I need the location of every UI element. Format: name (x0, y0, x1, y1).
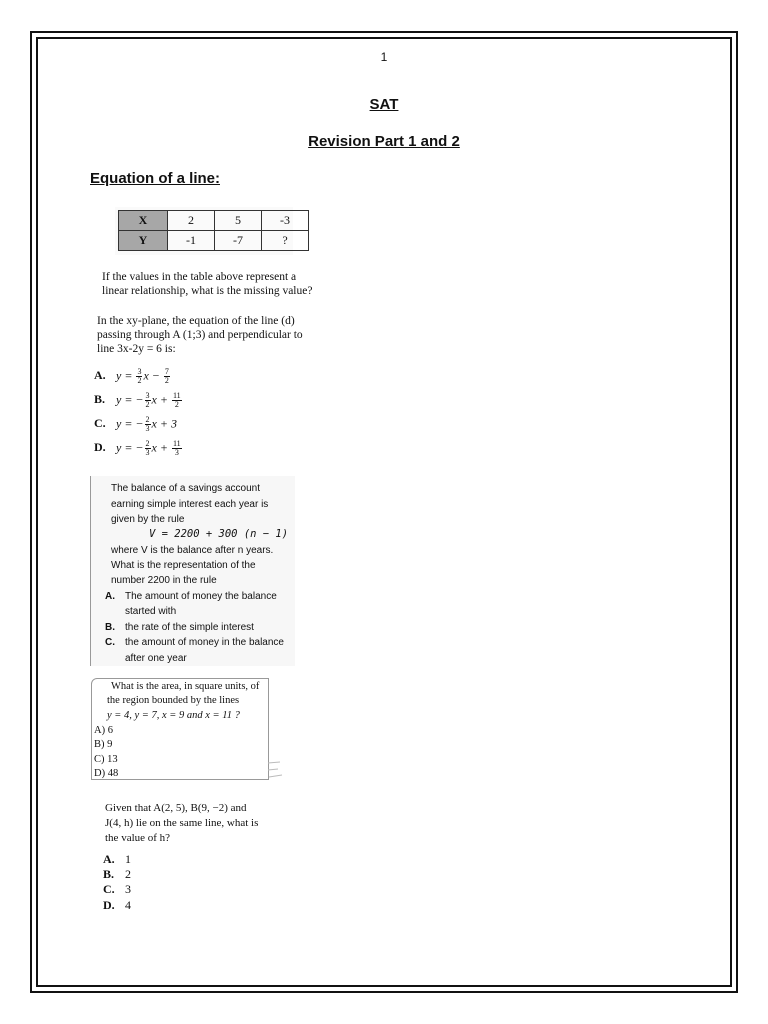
question-2-line: In the xy-plane, the equation of the line (d) (97, 315, 295, 327)
question-2-line: passing through A (1;3) and perpendicular to (97, 329, 303, 341)
question-5-line: the value of h? (105, 832, 171, 844)
table-cell: -1 (168, 231, 215, 251)
answer-option-a: A. y = $\frac{3}{2}$ x − $\frac{7}{2}$ (94, 367, 169, 385)
savings-formula: V = 2200 + 300 (n − 1) (149, 528, 289, 540)
answer-option-a: A. 1 (103, 852, 131, 866)
question-5-line: Given that A(2, 5), B(9, −2) and (105, 802, 247, 814)
table-row-y (119, 231, 309, 251)
table-header-x: X (119, 211, 168, 231)
answer-option-b: B. 2 (103, 867, 131, 881)
table-row-x (119, 211, 309, 231)
table-cell: ? (262, 231, 309, 251)
page-title: SAT (369, 96, 399, 113)
answer-option-c: C. the amount of money in the balance (105, 637, 284, 648)
question-3-line: number 2200 in the rule (111, 575, 217, 586)
answer-option-c: C. y = − $\frac{2}{3}$ x + 3 (94, 415, 177, 433)
answer-option-d: D) 48 (94, 768, 119, 779)
xy-values-table (118, 210, 309, 251)
question-5-line: J(4, h) lie on the same line, what is (105, 817, 259, 829)
table-header-y: Y (119, 231, 168, 251)
question-3-line: given by the rule (111, 514, 185, 525)
question-3-line: What is the representation of the (111, 560, 256, 571)
answer-option-b: B. the rate of the simple interest (105, 622, 254, 633)
scan-mark-icon (266, 760, 286, 782)
answer-option-c-continued: after one year (125, 653, 187, 664)
answer-option-d: D. 4 (103, 898, 131, 912)
section-heading: Equation of a line: (90, 170, 220, 187)
question-4-line: the region bounded by the lines (107, 695, 240, 706)
answer-option-d: D. y = − $\frac{2}{3}$ x + $\frac{11}{3}$ (94, 439, 181, 457)
answer-option-a: A) 6 (94, 725, 113, 736)
question-3-line: earning simple interest each year is (111, 499, 269, 510)
page-subtitle: Revision Part 1 and 2 (308, 133, 460, 150)
table-cell: -7 (215, 231, 262, 251)
answer-option-c: C. 3 (103, 882, 131, 896)
question-1-line: linear relationship, what is the missing value? (102, 285, 313, 297)
table-cell: 5 (215, 211, 262, 231)
table-cell: -3 (262, 211, 309, 231)
area-question-box (91, 678, 269, 780)
answer-option-c: C) 13 (94, 754, 118, 765)
question-3-line: The balance of a savings account (111, 483, 260, 494)
answer-option-a-continued: started with (125, 606, 177, 617)
table-cell: 2 (168, 211, 215, 231)
page-number: 1 (380, 50, 388, 64)
answer-option-b: B) 9 (94, 739, 113, 750)
question-2-line: line 3x-2y = 6 is: (97, 343, 176, 355)
question-3-line: where V is the balance after n years. (111, 545, 274, 556)
answer-option-a: A. The amount of money the balance (105, 591, 277, 602)
question-4-line: What is the area, in square units, of (111, 681, 260, 692)
question-4-equations: y = 4, y = 7, x = 9 and x = 11 ? (107, 710, 240, 721)
question-1-line: If the values in the table above represent a (102, 271, 297, 283)
answer-option-b: B. y = − $\frac{3}{2}$ x + $\frac{11}{2}$ (94, 391, 181, 409)
